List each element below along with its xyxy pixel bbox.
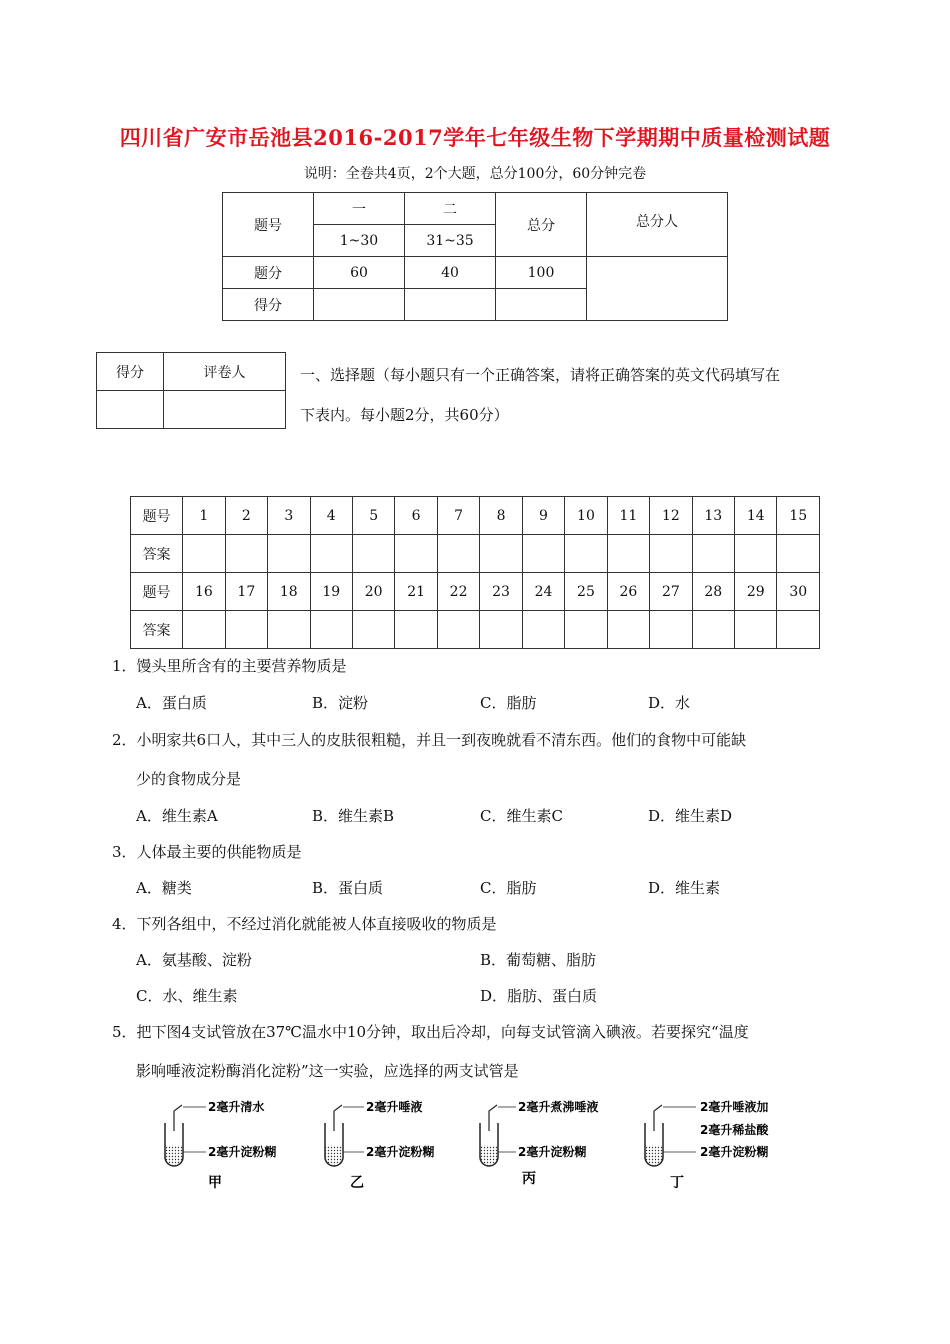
test-tube-bing: [480, 1099, 598, 1187]
header-section-one: 一: [314, 193, 405, 225]
q1-option-d: D．水: [648, 694, 691, 712]
q2-option-a: A．维生素A: [136, 807, 218, 825]
tube-jia-bottom-label: 2毫升淀粉糊: [208, 1145, 277, 1159]
section-one-instructions: [300, 355, 840, 435]
label-tihao: 题号: [131, 573, 183, 611]
qnum: 27: [650, 573, 692, 611]
question-5-stem: 5．把下图4支试管放在37℃温水中10分钟，取出后冷却，向每支试管滴入碘液。若要探究“温度: [112, 1023, 749, 1041]
question-1-stem: 1．馒头里所含有的主要营养物质是: [112, 657, 347, 675]
tube-bing-top-label: 2毫升煮沸唾液: [518, 1100, 599, 1114]
test-tube-ding: [645, 1099, 769, 1191]
qnum: 1: [183, 497, 225, 535]
q4-option-d: D．脂肪、蛋白质: [480, 987, 598, 1005]
answer-cell[interactable]: [310, 611, 352, 649]
qnum: 22: [437, 573, 479, 611]
header-section-two: 二: [405, 193, 496, 225]
qnum: 25: [565, 573, 607, 611]
label-tihao: 题号: [131, 497, 183, 535]
section-one-line1: 一、选择题（每小题只有一个正确答案，请将正确答案的英文代码填写在: [300, 366, 781, 384]
tube-bing-bottom-label: 2毫升淀粉糊: [518, 1145, 587, 1159]
qnum: 17: [225, 573, 267, 611]
qnum: 24: [522, 573, 564, 611]
qnum: 4: [310, 497, 352, 535]
answer-cell[interactable]: [522, 535, 564, 573]
label-daan: 答案: [131, 611, 183, 649]
grader-pingjuanren: 评卷人: [164, 353, 286, 391]
answer-cell[interactable]: [692, 611, 734, 649]
q2-option-c: C．维生素C: [480, 807, 563, 825]
answer-cell[interactable]: [565, 611, 607, 649]
answer-cell[interactable]: [692, 535, 734, 573]
qnum: 26: [607, 573, 649, 611]
points-section-one: 60: [314, 257, 405, 289]
answer-cell[interactable]: [395, 611, 437, 649]
tube-yi-top-label: 2毫升唾液: [366, 1100, 423, 1114]
qnum: 3: [268, 497, 310, 535]
answer-number-row-1: [131, 497, 820, 535]
answer-cell[interactable]: [480, 535, 522, 573]
q4-option-b: B．葡萄糖、脂肪: [480, 951, 597, 969]
tube-jia-name: 甲: [208, 1175, 222, 1191]
tube-ding-top-label: 2毫升唾液加: [700, 1100, 769, 1114]
row-label-defen: 得分: [223, 289, 314, 321]
answer-cell[interactable]: [777, 611, 820, 649]
answer-cell[interactable]: [480, 611, 522, 649]
qnum: 15: [777, 497, 820, 535]
points-section-two: 40: [405, 257, 496, 289]
answer-cell[interactable]: [395, 535, 437, 573]
test-tube-figure: [150, 1095, 810, 1195]
score-cell-two: [405, 289, 496, 321]
answer-cell[interactable]: [268, 535, 310, 573]
score-summary-table: [222, 192, 728, 321]
qnum: 28: [692, 573, 734, 611]
exam-instructions: 说明：全卷共4页，2个大题，总分100分，60分钟完卷: [303, 166, 647, 182]
label-daan: 答案: [131, 535, 183, 573]
qnum: 8: [480, 497, 522, 535]
answer-cell[interactable]: [183, 535, 225, 573]
q1-option-b: B．淀粉: [312, 694, 369, 712]
qnum: 19: [310, 573, 352, 611]
q1-option-a: A．蛋白质: [136, 694, 207, 712]
range-section-two: 31~35: [405, 225, 496, 257]
grader-defen: 得分: [97, 353, 164, 391]
answer-cell[interactable]: [650, 535, 692, 573]
points-total: 100: [496, 257, 587, 289]
qnum: 14: [735, 497, 777, 535]
grader-score-cell: [97, 391, 164, 429]
q2-option-d: D．维生素D: [648, 807, 733, 825]
answer-cell[interactable]: [607, 611, 649, 649]
question-3-stem: 3．人体最主要的供能物质是: [112, 843, 302, 861]
qnum: 5: [352, 497, 394, 535]
qnum: 9: [522, 497, 564, 535]
tube-ding-bottom-label: 2毫升淀粉糊: [700, 1145, 769, 1159]
question-4-stem: 4．下列各组中，不经过消化就能被人体直接吸收的物质是: [112, 915, 497, 933]
q1-option-c: C．脂肪: [480, 694, 537, 712]
answer-cell[interactable]: [437, 535, 479, 573]
answer-cell[interactable]: [183, 611, 225, 649]
tube-bing-name: 丙: [522, 1171, 536, 1187]
header-scorer: 总分人: [587, 193, 728, 257]
scorer-cell: [587, 257, 728, 321]
answer-cell[interactable]: [607, 535, 649, 573]
header-total: 总分: [496, 193, 587, 257]
qnum: 18: [268, 573, 310, 611]
test-tube-yi: [325, 1099, 434, 1191]
answer-cell[interactable]: [352, 535, 394, 573]
score-cell-total: [496, 289, 587, 321]
header-tihao: 题号: [223, 193, 314, 257]
qnum: 12: [650, 497, 692, 535]
range-section-one: 1~30: [314, 225, 405, 257]
q3-option-a: A．糖类: [136, 879, 192, 897]
qnum: 20: [352, 573, 394, 611]
qnum: 13: [692, 497, 734, 535]
row-label-tifen: 题分: [223, 257, 314, 289]
qnum: 23: [480, 573, 522, 611]
answer-cell[interactable]: [565, 535, 607, 573]
qnum: 30: [777, 573, 820, 611]
tube-yi-name: 乙: [350, 1175, 364, 1191]
answer-cell[interactable]: [735, 611, 777, 649]
qnum: 10: [565, 497, 607, 535]
q4-option-a: A．氨基酸、淀粉: [136, 951, 252, 969]
answer-cell[interactable]: [437, 611, 479, 649]
score-cell-one: [314, 289, 405, 321]
q3-option-b: B．蛋白质: [312, 879, 384, 897]
answer-number-row-2: [131, 573, 820, 611]
answer-row-2: [131, 611, 820, 649]
qnum: 16: [183, 573, 225, 611]
answer-cell[interactable]: [650, 611, 692, 649]
tube-yi-bottom-label: 2毫升淀粉糊: [366, 1145, 435, 1159]
question-5-stem-cont: 影响唾液淀粉酶消化淀粉”这一实验，应选择的两支试管是: [136, 1062, 519, 1080]
qnum: 29: [735, 573, 777, 611]
tube-jia-top-label: 2毫升清水: [208, 1100, 265, 1114]
section-one-line2: 下表内。每小题2分，共60分）: [300, 406, 509, 424]
qnum: 21: [395, 573, 437, 611]
answer-cell[interactable]: [352, 611, 394, 649]
answer-row-1: [131, 535, 820, 573]
test-tube-jia: [165, 1099, 276, 1191]
qnum: 6: [395, 497, 437, 535]
question-2-stem-cont: 少的食物成分是: [136, 770, 242, 788]
q4-option-c: C．水、维生素: [136, 987, 238, 1005]
grader-name-cell: [164, 391, 286, 429]
q3-option-c: C．脂肪: [480, 879, 537, 897]
question-2-stem: 2．小明家共6口人，其中三人的皮肤很粗糙，并且一到夜晚就看不清东西。他们的食物中可能缺: [112, 731, 747, 749]
qnum: 11: [607, 497, 649, 535]
qnum: 7: [437, 497, 479, 535]
page-title: 四川省广安市岳池县2016-2017学年七年级生物下学期期中质量检测试题: [119, 125, 831, 150]
q2-option-b: B．维生素B: [312, 807, 395, 825]
q3-option-d: D．维生素: [648, 879, 721, 897]
grader-table: [96, 352, 286, 429]
tube-ding-name: 丁: [670, 1175, 684, 1191]
answer-cell[interactable]: [735, 535, 777, 573]
answer-table: [130, 496, 820, 649]
answer-cell[interactable]: [225, 611, 267, 649]
answer-cell[interactable]: [522, 611, 564, 649]
answer-cell[interactable]: [777, 535, 820, 573]
answer-cell[interactable]: [310, 535, 352, 573]
tube-ding-mid-label: 2毫升稀盐酸: [700, 1123, 769, 1137]
qnum: 2: [225, 497, 267, 535]
answer-cell[interactable]: [268, 611, 310, 649]
answer-cell[interactable]: [225, 535, 267, 573]
